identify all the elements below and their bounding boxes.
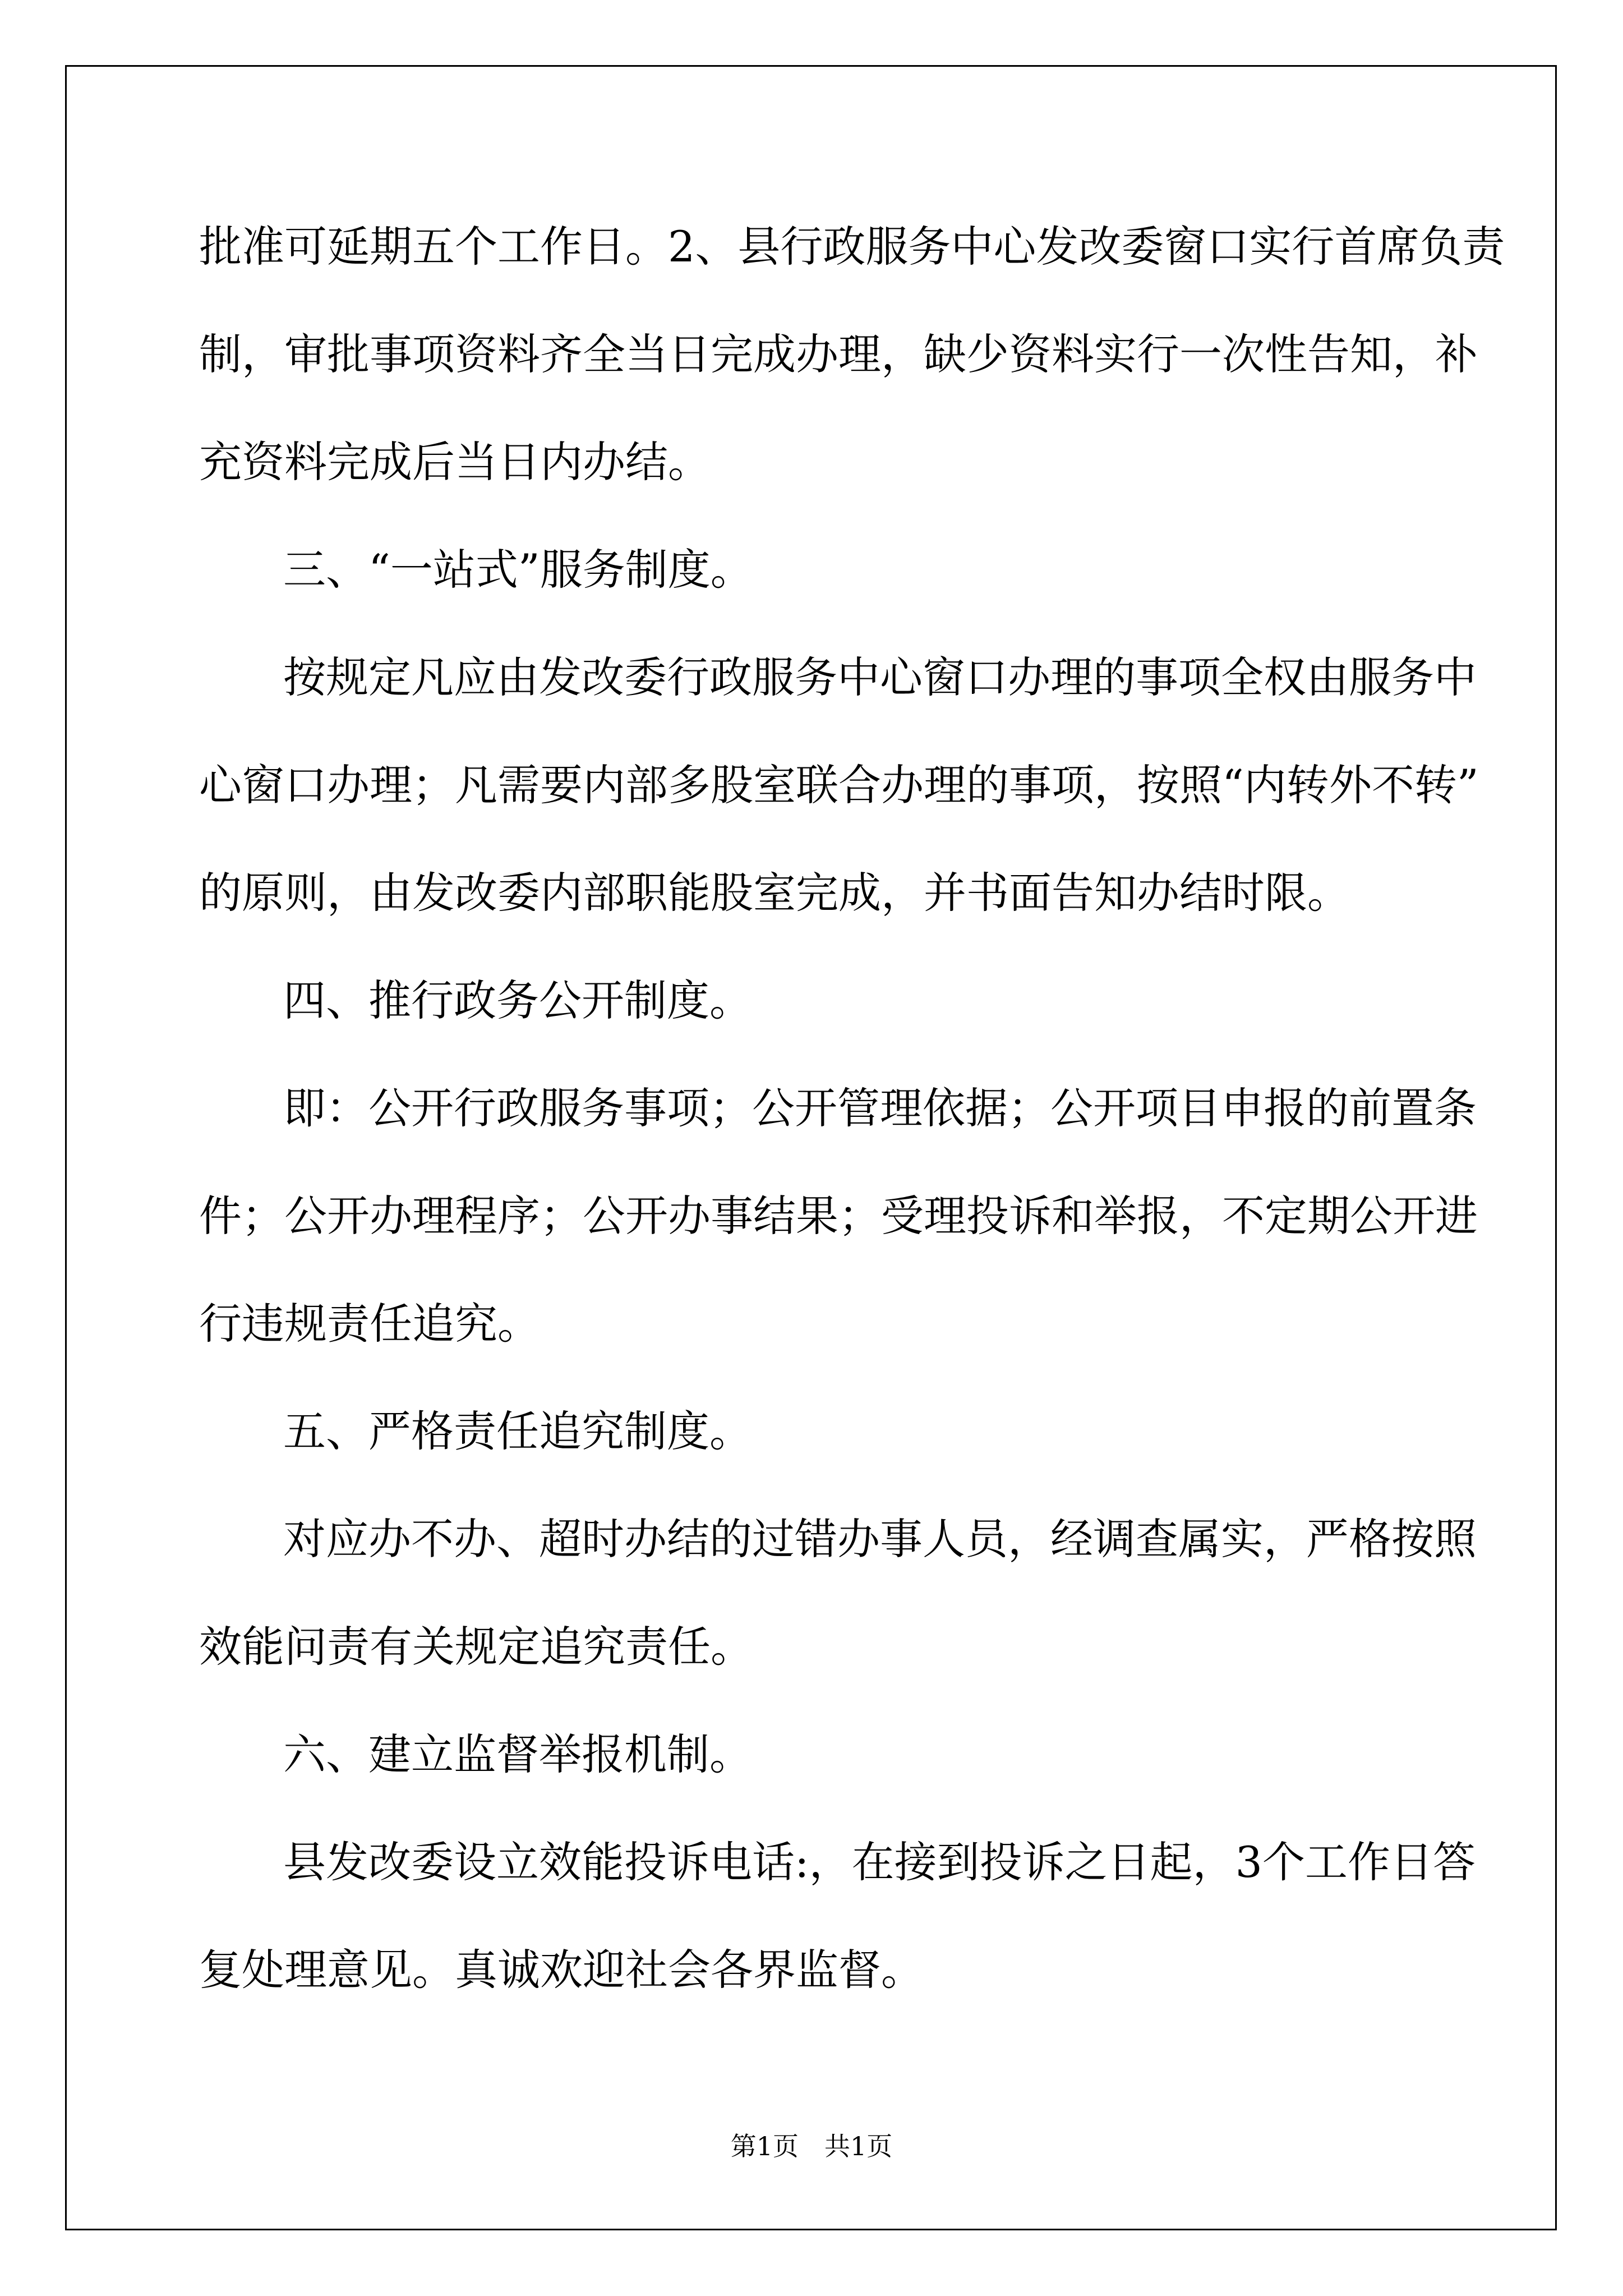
text-line-14: 效能问责有关规定追究责任。 [199,1622,753,1672]
text-line-9: 即：公开行政服务事项；公开管理依据；公开项目申报的前置条 [283,1083,1477,1133]
text-line-16: 县发改委设立效能投诉电话:，在接到投诉之日起，3个工作日答 [283,1837,1476,1887]
text-line-11: 行违规责任追究。 [199,1299,540,1349]
section-heading-3: 三、“一站式”服务制度。 [283,545,753,595]
text-line-7: 的原则，由发改委内部职能股室完成，并书面告知办结时限。 [199,868,1350,918]
text-line-10: 件；公开办理程序；公开办事结果；受理投诉和举报，不定期公开进 [199,1191,1478,1241]
text-line-6: 心窗口办理；凡需要内部多股室联合办理的事项，按照“内转外不转” [199,760,1479,810]
text-line-17: 复处理意见。真诚欢迎社会各界监督。 [199,1945,924,1995]
text-line-2: 制，审批事项资料齐全当日完成办理，缺少资料实行一次性告知，补 [199,329,1478,379]
page-footer: 第1页 共1页 [730,2131,893,2161]
section-heading-5: 五、严格责任追究制度。 [283,1406,752,1456]
section-heading-6: 六、建立监督举报机制。 [283,1729,752,1779]
text-line-13: 对应办不办、超时办结的过错办事人员，经调查属实，严格按照 [283,1514,1477,1564]
text-line-1: 批准可延期五个工作日。2、县行政服务中心发改委窗口实行首席负责 [199,222,1505,272]
text-line-5: 按规定凡应由发改委行政服务中心窗口办理的事项全权由服务中 [283,652,1477,702]
page-border [65,65,1557,2230]
section-heading-4: 四、推行政务公开制度。 [283,976,752,1025]
text-line-3: 充资料完成后当日内办结。 [199,437,711,487]
